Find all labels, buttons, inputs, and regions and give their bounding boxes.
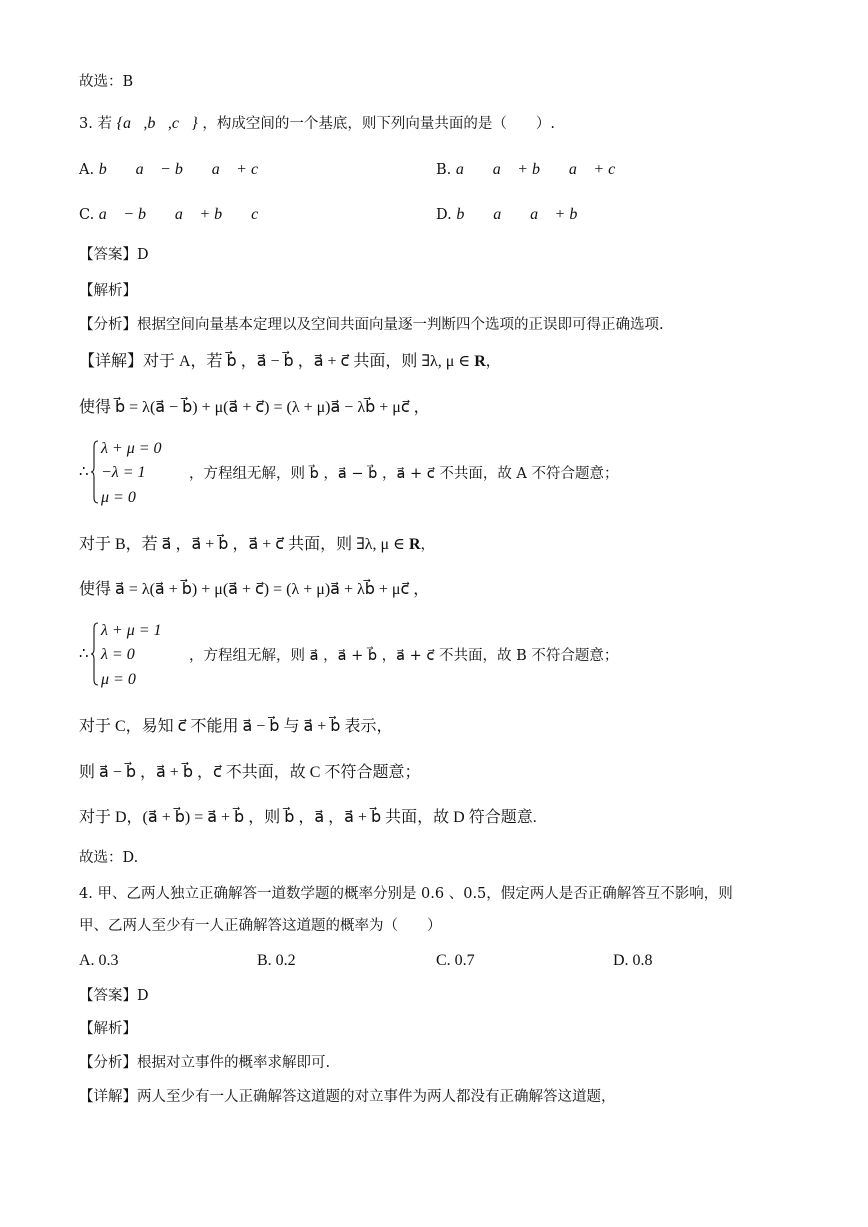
system-a-row-1: λ + μ = 0 xyxy=(101,440,162,457)
question-3 xyxy=(79,114,555,134)
answer-4: 【答案】D xyxy=(79,988,149,1004)
analysis-3: 【分析】根据空间向量基本定理以及空间共面向量逐一判断四个选项的正误即可得正确选项. xyxy=(79,317,664,333)
real-set-symbol: R xyxy=(408,536,421,553)
detail-3-c-text: 对于 C，易知 c⃗ 不能用 a⃗ − b⃗ 与 a⃗ + b⃗ 表示， xyxy=(79,718,393,735)
analysis-heading-3: 【解析】 xyxy=(79,283,137,299)
detail-3-a-text: 【详解】对于 A，若 b⃗ ，a⃗ − b⃗ ，a⃗ + c⃗ 共面，则 ∃λ, μ ∈ xyxy=(79,353,475,370)
detail-3-c xyxy=(79,717,392,737)
option-b-label: B. xyxy=(436,162,452,178)
equation-b-text: 使得 a⃗ = λ(a⃗ + b⃗) + μ(a⃗ + c⃗) = (λ + μ)a⃗ + λb⃗ + μc⃗ ， xyxy=(79,581,430,598)
option-c-label: C. xyxy=(79,207,95,223)
equation-a-text: 使得 b⃗ = λ(a⃗ − b⃗) + μ(a⃗ + c⃗) = (λ + μ)a⃗ − λb⃗ + μc⃗ ， xyxy=(79,399,430,416)
question-4-line-2: 甲、乙两人至少有一人正确解答这道题的概率为（ ） xyxy=(79,918,442,934)
detail-3-c2-text: 则 a⃗ − b⃗ ，a⃗ + b⃗ ，c⃗ 不共面，故 C 不符合题意； xyxy=(79,764,421,781)
system-b xyxy=(79,622,779,688)
comma: ， xyxy=(420,537,436,553)
detail-3-b-text: 对于 B，若 a⃗ ，a⃗ + b⃗ ，a⃗ + c⃗ 共面，则 ∃λ, μ ∈ xyxy=(79,536,409,553)
option-d-text: b⃗ ，a⃗ ，a⃗ + b⃗ xyxy=(456,206,590,223)
q4-option-d: D. 0.8 xyxy=(613,952,653,969)
system-a-conclusion: ，方程组无解，则 b⃗ ，a⃗ − b⃗ ，a⃗ + c⃗ 不共面，故 A 不符合题意； xyxy=(189,466,619,482)
system-a-row-3: μ = 0 xyxy=(101,489,136,506)
option-a xyxy=(79,160,271,180)
option-a-text: b⃗ ，a⃗ − b⃗ ，a⃗ + c⃗ xyxy=(98,161,271,178)
detail-3-c2 xyxy=(79,763,420,783)
system-b-row-3: μ = 0 xyxy=(101,671,136,688)
option-a-label: A. xyxy=(79,162,95,178)
option-d xyxy=(436,205,590,225)
therefore-symbol: ∴ xyxy=(79,644,89,662)
detail-3-a xyxy=(79,352,500,372)
option-c-text: a⃗ − b⃗ ，a⃗ + b⃗ ，c⃗ xyxy=(98,206,271,223)
system-b-row-2: λ = 0 xyxy=(101,646,135,663)
therefore-symbol: ∴ xyxy=(79,462,89,480)
option-b xyxy=(436,160,628,180)
q3-basis-set: {a⃗,b⃗,c⃗} xyxy=(116,115,198,132)
q4-option-a: A. 0.3 xyxy=(79,952,119,969)
equation-a xyxy=(79,398,430,418)
q4-option-c: C. 0.7 xyxy=(436,952,475,969)
q4-option-b: B. 0.2 xyxy=(257,952,296,969)
question-4-line-1: 4. 甲、乙两人独立正确解答一道数学题的概率分别是 0.6 、0.5，假定两人是否正确解答互不影响，则 xyxy=(79,886,733,902)
option-d-label: D. xyxy=(436,207,452,223)
brace-icon xyxy=(91,440,99,504)
answer-line: 故选：B xyxy=(79,74,134,90)
equation-b xyxy=(79,580,429,600)
system-a xyxy=(79,440,779,506)
q3-suffix: ，构成空间的一个基底，则下列向量共面的是（ ）. xyxy=(202,116,556,132)
option-c xyxy=(79,205,271,225)
real-set-symbol: R xyxy=(474,353,486,370)
brace-icon xyxy=(91,622,99,686)
q3-prefix: 3. 若 xyxy=(79,116,112,132)
detail-3-d xyxy=(79,808,537,828)
comma: ， xyxy=(485,354,501,370)
option-b-text: a⃗ ，a⃗ + b⃗ ，a⃗ + c⃗ xyxy=(455,161,628,178)
detail-3-d-text: 对于 D，(a⃗ + b⃗) = a⃗ + b⃗ ，则 b⃗ ，a⃗ ，a⃗ + b⃗ 共面，故 D 符合题意. xyxy=(79,809,537,826)
system-b-row-1: λ + μ = 1 xyxy=(101,622,162,639)
analysis-4: 【分析】根据对立事件的概率求解即可. xyxy=(79,1055,331,1071)
analysis-heading-4: 【解析】 xyxy=(79,1021,137,1037)
system-b-conclusion: ，方程组无解，则 a⃗ ，a⃗ + b⃗ ，a⃗ + c⃗ 不共面，故 B 不符合题意； xyxy=(189,648,619,664)
answer-3: 【答案】D xyxy=(79,247,149,263)
system-a-row-2: −λ = 1 xyxy=(101,464,146,481)
answer-end-3: 故选：D. xyxy=(79,850,139,866)
detail-3-b xyxy=(79,535,435,555)
detail-4: 【详解】两人至少有一人正确解答这道题的对立事件为两人都没有正确解答这道题， xyxy=(79,1089,616,1105)
